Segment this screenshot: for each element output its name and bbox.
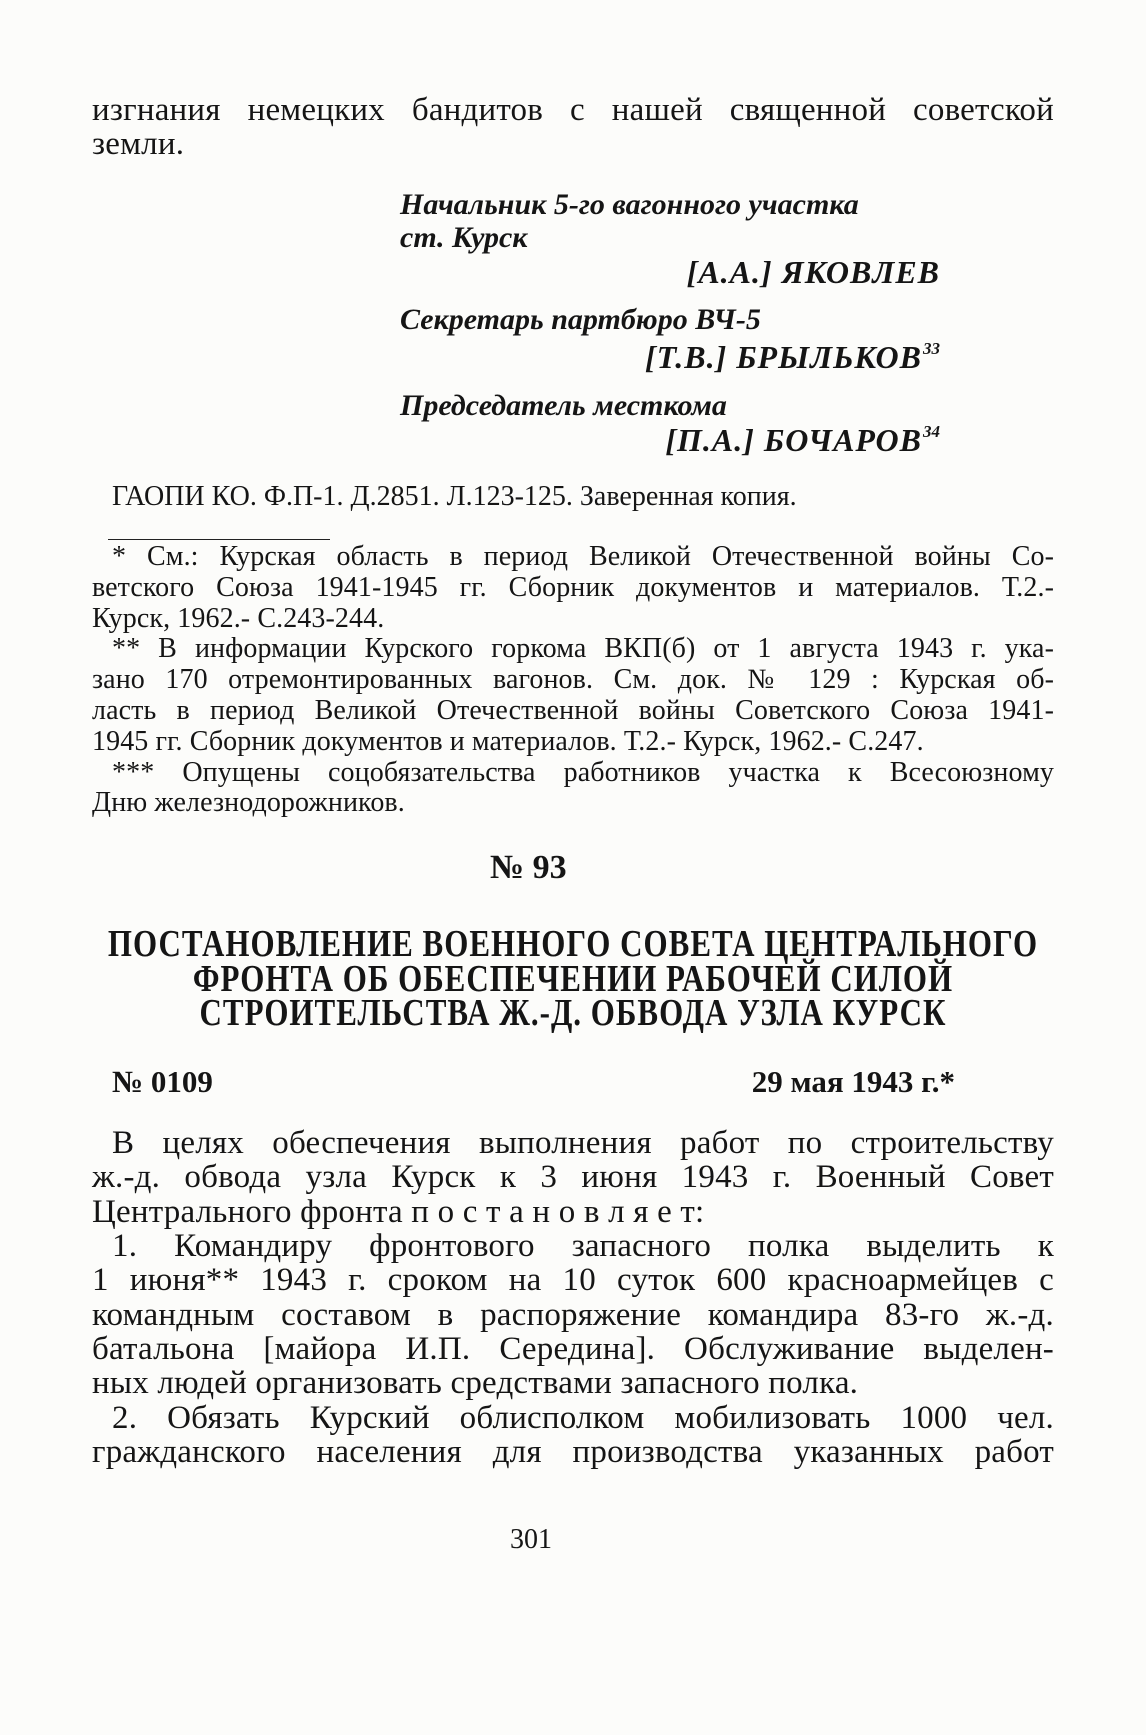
signature-station: ст. Курск <box>400 221 528 254</box>
signature-name <box>400 340 940 380</box>
signature-name-text: [Т.В.] БРЫЛЬКОВ <box>645 339 922 375</box>
body-line: 2. Обязать Курский облисполком мобилизовать 1000 чел. <box>112 1399 1054 1436</box>
continuation-text <box>92 93 1054 161</box>
title-line: СТРОИТЕЛЬСТВА Ж.-Д. ОБВОДА УЗЛА КУРСК <box>199 990 947 1034</box>
footnote-line: зано 170 отремонтированных вагонов. См. док. № 129 : Курская об- <box>92 664 1054 696</box>
footnote-line: *** Опущены соцобязательства работников участка к Всесоюзному <box>112 756 1054 788</box>
footnote-reference: 33 <box>923 339 940 358</box>
signature-name-text: [П.А.] БОЧАРОВ <box>665 422 922 458</box>
body-line: Центрального фронта п о с т а н о в л я е т: <box>92 1193 705 1230</box>
text-line: земли. <box>92 126 185 162</box>
signature-position: Председатель месткома <box>400 389 727 422</box>
signature-name-text: [А.А.] ЯКОВЛЕВ <box>686 254 940 290</box>
body-line: командным составом в распоряжение командира 83-го ж.-д. <box>92 1296 1054 1333</box>
resolution-number: № 0109 <box>112 1064 213 1099</box>
resolution-date: 29 мая 1943 г.* <box>751 1064 955 1099</box>
body-line: В целях обеспечения выполнения работ по строительству <box>112 1125 1054 1161</box>
document-body <box>92 1126 1054 1469</box>
footnote-line: 1945 гг. Сборник документов и материалов. Т.2.- Курск, 1962.- С.247. <box>92 725 924 757</box>
footnote-line: Курск, 1962.- С.243-244. <box>92 602 385 634</box>
text-line: изгнания немецких бандитов с нашей священной советской <box>92 92 1054 128</box>
footnote-line: * См.: Курская область в период Великой Отечественной войны Со- <box>112 541 1054 572</box>
body-line: батальона [майора И.П. Середина]. Обслуживание выделен- <box>92 1330 1054 1367</box>
archive-source-note: ГАОПИ КО. Ф.П-1. Д.2851. Л.123-125. Заверенная копия. <box>112 481 797 512</box>
body-line: 1 июня** 1943 г. сроком на 10 суток 600 красноармейцев с <box>92 1262 1054 1299</box>
body-line: гражданского населения для производства указанных работ <box>92 1433 1054 1470</box>
page-number: 301 <box>510 1524 552 1555</box>
signature-position: Начальник 5-го вагонного участка <box>400 188 859 221</box>
signature-name <box>400 255 940 289</box>
footnotes <box>92 542 1054 819</box>
document-number: № 93 <box>490 849 567 886</box>
body-line: 1. Командиру фронтового запасного полка выделить к <box>112 1227 1054 1264</box>
body-line: ж.-д. обвода узла Курск к 3 июня 1943 г. Военный Совет <box>92 1159 1054 1196</box>
title-line: ФРОНТА ОБ ОБЕСПЕЧЕНИИ РАБОЧЕЙ СИЛОЙ <box>192 956 954 1000</box>
document-title <box>92 921 1054 1034</box>
footnote-line: Дню железнодорожников. <box>92 787 405 819</box>
footnote-line: ветского Союза 1941-1945 гг. Сборник документов и материалов. Т.2.- <box>92 571 1054 603</box>
signature-position: Секретарь партбюро ВЧ-5 <box>400 303 761 336</box>
body-line: ных людей организовать средствами запасного полка. <box>92 1365 859 1402</box>
footnote-line: ласть в период Великой Отечественной войны Советского Союза 1941- <box>92 694 1054 726</box>
footnote-separator <box>108 539 330 540</box>
footnote-line: ** В информации Курского горкома ВКП(б) от 1 августа 1943 г. ука- <box>112 633 1054 665</box>
signature-name <box>400 423 940 463</box>
footnote-reference: 34 <box>923 422 940 441</box>
title-line: ПОСТАНОВЛЕНИЕ ВОЕННОГО СОВЕТА ЦЕНТРАЛЬНОГО <box>107 921 1039 965</box>
